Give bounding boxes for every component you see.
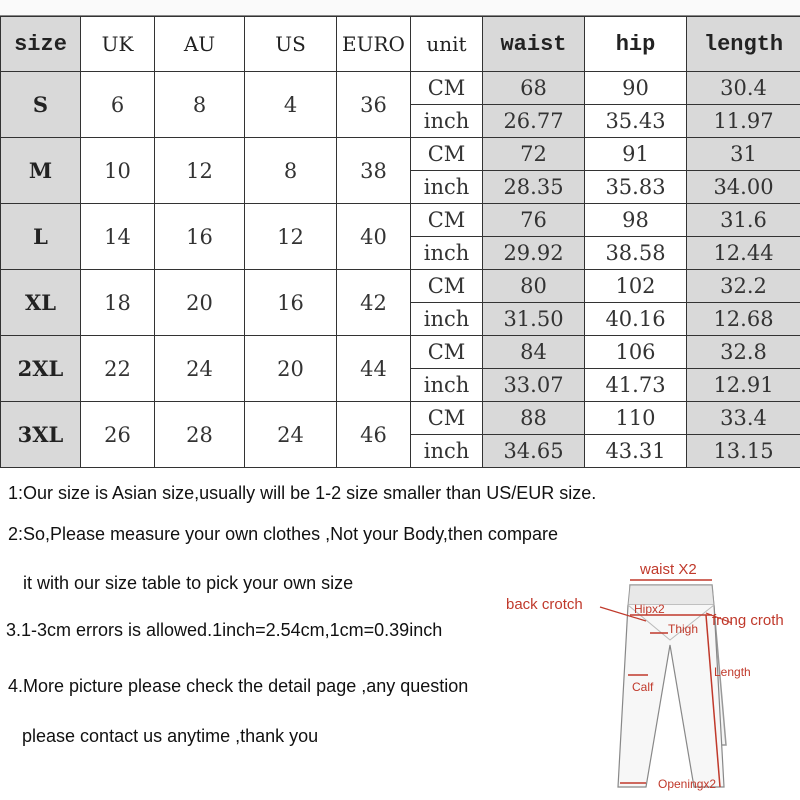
table-row [1, 204, 800, 237]
cell-size: M [1, 138, 81, 204]
cell-us: 8 [245, 138, 337, 204]
note-3: 3.1-3cm errors is allowed.1inch=2.54cm,1cm=0.39inch [6, 620, 443, 640]
label-front-crotch: frong croth [712, 612, 784, 629]
label-hip: Hipx2 [634, 602, 665, 616]
table-row [1, 270, 800, 303]
cell-us: 12 [245, 204, 337, 270]
pants-outline-icon [500, 555, 800, 800]
cell-length-inch: 12.91 [687, 369, 800, 402]
cell-uk: 10 [81, 138, 155, 204]
table-row [1, 336, 800, 369]
cell-waist-cm: 88 [483, 402, 585, 435]
cell-uk: 6 [81, 72, 155, 138]
table-row [1, 138, 800, 171]
cell-waist-inch: 26.77 [483, 105, 585, 138]
header-size: size [1, 17, 81, 72]
cell-unit-inch: inch [411, 171, 483, 204]
cell-euro: 40 [337, 204, 411, 270]
header-waist: waist [483, 17, 585, 72]
cell-size: S [1, 72, 81, 138]
cell-au: 28 [155, 402, 245, 468]
cell-length-cm: 31.6 [687, 204, 800, 237]
cell-au: 24 [155, 336, 245, 402]
cell-size: 3XL [1, 402, 81, 468]
label-waist: waist X2 [640, 561, 697, 578]
cell-hip-inch: 43.31 [585, 435, 687, 468]
cell-hip-cm: 102 [585, 270, 687, 303]
cell-hip-inch: 35.83 [585, 171, 687, 204]
cell-uk: 18 [81, 270, 155, 336]
cell-unit-cm: CM [411, 402, 483, 435]
cell-hip-inch: 38.58 [585, 237, 687, 270]
cell-unit-inch: inch [411, 105, 483, 138]
cell-hip-inch: 41.73 [585, 369, 687, 402]
cell-waist-cm: 80 [483, 270, 585, 303]
cell-uk: 22 [81, 336, 155, 402]
cell-hip-cm: 91 [585, 138, 687, 171]
cell-waist-cm: 68 [483, 72, 585, 105]
cell-hip-cm: 110 [585, 402, 687, 435]
note-1: 1:Our size is Asian size,usually will be 1-2 size smaller than US/EUR size. [8, 483, 597, 503]
label-thigh: Thigh [668, 622, 699, 636]
note-2b: it with our size table to pick your own size [23, 573, 354, 593]
cell-euro: 36 [337, 72, 411, 138]
header-length: length [687, 17, 800, 72]
cell-unit-inch: inch [411, 369, 483, 402]
cell-unit-cm: CM [411, 270, 483, 303]
cell-unit-cm: CM [411, 336, 483, 369]
label-opening: Openingx2 [658, 777, 717, 791]
cell-length-cm: 30.4 [687, 72, 800, 105]
table-row [1, 402, 800, 435]
table-row [1, 72, 800, 105]
cell-us: 20 [245, 336, 337, 402]
cell-length-cm: 33.4 [687, 402, 800, 435]
cell-waist-cm: 72 [483, 138, 585, 171]
cell-unit-inch: inch [411, 303, 483, 336]
header-hip: hip [585, 17, 687, 72]
cell-length-inch: 12.44 [687, 237, 800, 270]
cell-waist-inch: 28.35 [483, 171, 585, 204]
table-header-row [1, 17, 800, 72]
cell-euro: 38 [337, 138, 411, 204]
cell-au: 12 [155, 138, 245, 204]
cell-unit-inch: inch [411, 237, 483, 270]
cell-uk: 26 [81, 402, 155, 468]
note-4a: 4.More picture please check the detail page ,any question [8, 676, 469, 696]
header-us: US [245, 17, 337, 72]
cell-size: XL [1, 270, 81, 336]
cell-euro: 44 [337, 336, 411, 402]
cell-waist-inch: 34.65 [483, 435, 585, 468]
cell-length-inch: 13.15 [687, 435, 800, 468]
label-back-crotch: back crotch [506, 596, 583, 613]
cell-length-cm: 32.8 [687, 336, 800, 369]
cell-unit-cm: CM [411, 138, 483, 171]
cell-length-cm: 31 [687, 138, 800, 171]
cell-length-inch: 12.68 [687, 303, 800, 336]
cell-au: 8 [155, 72, 245, 138]
cell-euro: 42 [337, 270, 411, 336]
cell-length-inch: 11.97 [687, 105, 800, 138]
size-chart-table [0, 16, 800, 468]
cell-euro: 46 [337, 402, 411, 468]
note-4b: please contact us anytime ,thank you [22, 726, 319, 746]
header-uk: UK [81, 17, 155, 72]
cell-size: 2XL [1, 336, 81, 402]
pants-measurement-diagram [500, 555, 800, 800]
cell-length-inch: 34.00 [687, 171, 800, 204]
header-unit: unit [411, 17, 483, 72]
header-au: AU [155, 17, 245, 72]
cell-uk: 14 [81, 204, 155, 270]
cell-hip-inch: 40.16 [585, 303, 687, 336]
cell-unit-cm: CM [411, 72, 483, 105]
top-border-strip [0, 0, 800, 16]
cell-hip-inch: 35.43 [585, 105, 687, 138]
cell-au: 16 [155, 204, 245, 270]
cell-length-cm: 32.2 [687, 270, 800, 303]
label-calf: Calf [632, 680, 654, 694]
cell-waist-inch: 31.50 [483, 303, 585, 336]
cell-hip-cm: 98 [585, 204, 687, 237]
cell-us: 4 [245, 72, 337, 138]
cell-us: 24 [245, 402, 337, 468]
cell-waist-cm: 76 [483, 204, 585, 237]
cell-size: L [1, 204, 81, 270]
label-length: Length [714, 665, 751, 679]
cell-unit-cm: CM [411, 204, 483, 237]
header-euro: EURO [337, 17, 411, 72]
cell-au: 20 [155, 270, 245, 336]
cell-hip-cm: 106 [585, 336, 687, 369]
cell-waist-inch: 29.92 [483, 237, 585, 270]
cell-waist-inch: 33.07 [483, 369, 585, 402]
cell-us: 16 [245, 270, 337, 336]
cell-hip-cm: 90 [585, 72, 687, 105]
cell-waist-cm: 84 [483, 336, 585, 369]
cell-unit-inch: inch [411, 435, 483, 468]
note-2a: 2:So,Please measure your own clothes ,Not your Body,then compare [8, 524, 558, 544]
